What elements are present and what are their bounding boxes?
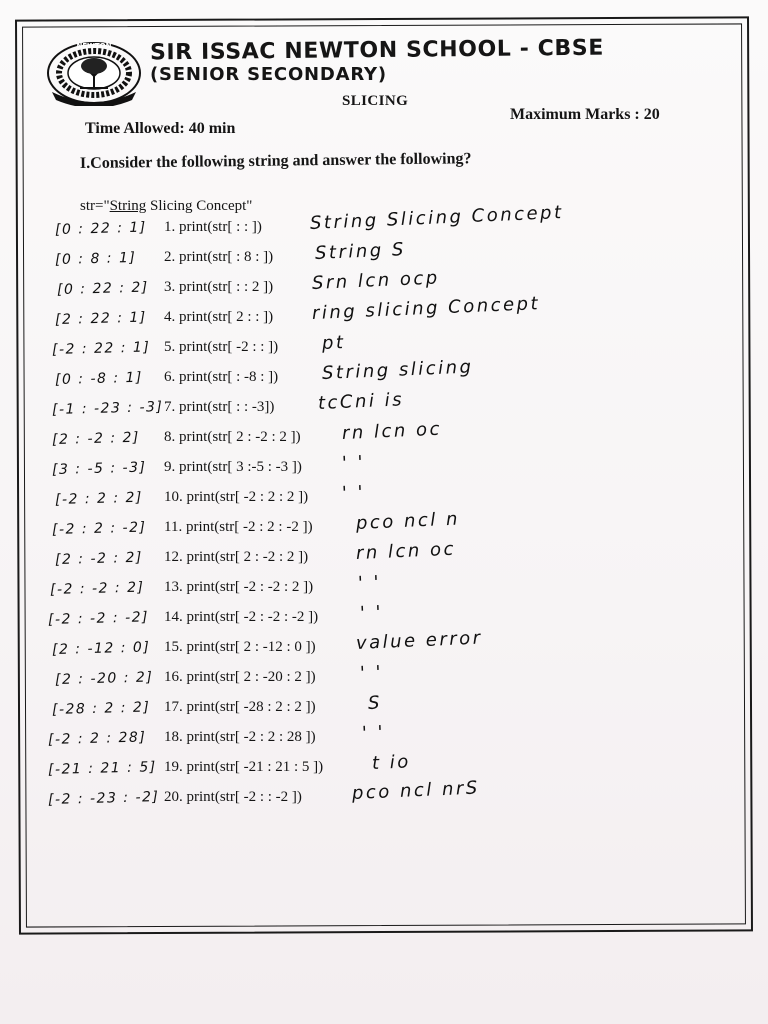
handwritten-slice-indices: [-2 : 2 : 2] (54, 489, 144, 508)
given-suffix: Slicing Concept" (146, 198, 253, 214)
handwritten-answer: String S (314, 239, 407, 264)
handwritten-answer: tcCni is (317, 389, 405, 414)
school-subtitle: (SENIOR SECONDARY) (150, 64, 387, 85)
handwritten-slice-indices: [-2 : 2 : -2] (51, 519, 147, 538)
handwritten-slice-indices: [2 : 22 : 1] (54, 309, 147, 328)
handwritten-answer: rn lcn oc (355, 538, 457, 564)
question-text: 13. print(str[ -2 : -2 : 2 ]) (164, 579, 314, 595)
handwritten-slice-indices: [0 : -8 : 1] (54, 369, 144, 388)
handwritten-answer: ' ' (341, 452, 366, 474)
time-allowed: Time Allowed: 40 min (85, 120, 236, 137)
handwritten-slice-indices: [-2 : 2 : 28] (47, 729, 147, 748)
handwritten-answer: rn lcn oc (341, 418, 443, 444)
question-heading: I.Consider the following string and answer the following? (79, 150, 472, 172)
school-logo-icon (44, 40, 144, 106)
handwritten-answer: t io (371, 751, 412, 774)
handwritten-answer: S (367, 692, 383, 714)
handwritten-slice-indices: [-2 : -23 : -2] (47, 789, 160, 808)
handwritten-answer: ' ' (359, 602, 384, 624)
question-text: 15. print(str[ 2 : -12 : 0 ]) (164, 639, 316, 655)
handwritten-slice-indices: [0 : 8 : 1] (54, 249, 137, 268)
handwritten-answer: pco ncl nrS (351, 777, 481, 804)
handwritten-answer: String Slicing Concept (309, 201, 564, 234)
question-text: 9. print(str[ 3 :-5 : -3 ]) (164, 459, 302, 475)
question-text: 12. print(str[ 2 : -2 : 2 ]) (164, 549, 309, 565)
question-text: 10. print(str[ -2 : 2 : 2 ]) (164, 489, 309, 505)
handwritten-answer: String slicing (321, 356, 474, 384)
question-text: 19. print(str[ -21 : 21 : 5 ]) (164, 759, 324, 775)
question-text: 18. print(str[ -2 : 2 : 28 ]) (164, 729, 316, 745)
question-text: 2. print(str[ : 8 : ]) (164, 249, 274, 265)
handwritten-slice-indices: [0 : 22 : 2] (56, 279, 149, 298)
handwritten-answer: ' ' (359, 662, 384, 684)
handwritten-answer: Srn lcn ocp (311, 267, 441, 294)
handwritten-slice-indices: [2 : -2 : 2] (51, 429, 141, 448)
question-text: 7. print(str[ : : -3]) (164, 399, 275, 415)
given-word: String (109, 198, 147, 214)
handwritten-slice-indices: [-2 : -2 : -2] (47, 609, 150, 628)
handwritten-answer: pco ncl n (355, 508, 461, 534)
given-string (80, 198, 252, 215)
subject-title: SLICING (342, 93, 409, 109)
question-text: 16. print(str[ 2 : -20 : 2 ]) (164, 669, 316, 685)
handwritten-answer: ' ' (361, 722, 386, 744)
handwritten-slice-indices: [-2 : 22 : 1] (51, 339, 151, 358)
handwritten-slice-indices: [-21 : 21 : 5] (47, 759, 157, 778)
maximum-marks: Maximum Marks : 20 (510, 106, 660, 123)
handwritten-slice-indices: [-28 : 2 : 2] (51, 699, 151, 718)
question-text: 11. print(str[ -2 : 2 : -2 ]) (164, 519, 313, 535)
svg-text:NEWTON: NEWTON (76, 42, 112, 50)
question-text: 5. print(str[ -2 : : ]) (164, 339, 279, 355)
handwritten-slice-indices: [0 : 22 : 1] (54, 219, 147, 238)
question-text: 8. print(str[ 2 : -2 : 2 ]) (164, 429, 301, 445)
question-text: 20. print(str[ -2 : : -2 ]) (164, 789, 302, 805)
question-text: 6. print(str[ : -8 : ]) (164, 369, 279, 385)
given-prefix: str=" (80, 198, 110, 214)
handwritten-slice-indices: [2 : -20 : 2] (54, 669, 154, 688)
handwritten-slice-indices: [2 : -2 : 2] (54, 549, 144, 568)
question-text: 3. print(str[ : : 2 ]) (164, 279, 274, 295)
handwritten-answer: ring slicing Concept (311, 293, 541, 324)
handwritten-answer: ' ' (341, 482, 366, 504)
handwritten-slice-indices: [-1 : -23 : -3] (51, 399, 164, 418)
handwritten-answer: pt (321, 331, 346, 354)
question-text: 14. print(str[ -2 : -2 : -2 ]) (164, 609, 319, 625)
handwritten-answer: value error (355, 627, 484, 654)
question-text: 17. print(str[ -28 : 2 : 2 ]) (164, 699, 316, 715)
handwritten-answer: ' ' (357, 572, 382, 594)
question-text: 1. print(str[ : : ]) (164, 219, 262, 235)
handwritten-slice-indices: [2 : -12 : 0] (51, 639, 151, 658)
question-text: 4. print(str[ 2 : : ]) (164, 309, 274, 325)
handwritten-slice-indices: [-2 : -2 : 2] (49, 579, 145, 598)
handwritten-slice-indices: [3 : -5 : -3] (51, 459, 147, 478)
school-name: SIR ISSAC NEWTON SCHOOL - CBSE (149, 35, 605, 66)
